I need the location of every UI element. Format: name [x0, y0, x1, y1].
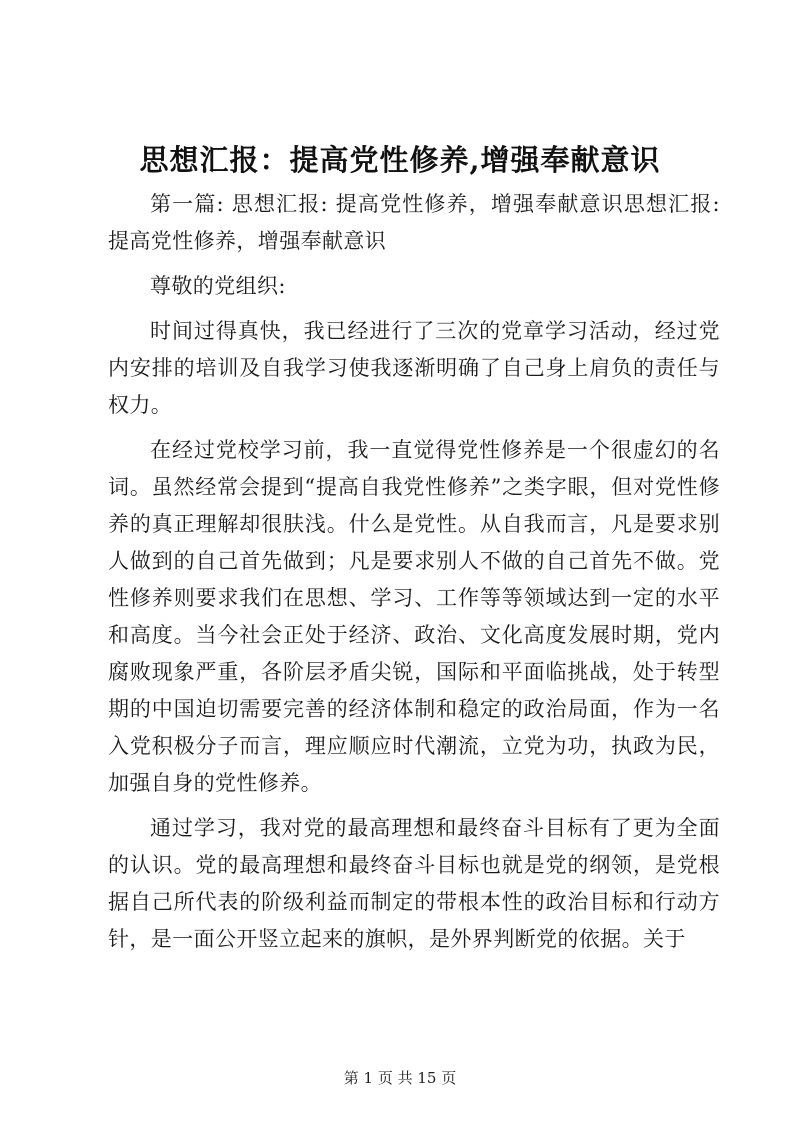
paragraph-subtitle: 第一篇: 思想汇报: 提高党性修养，增强奉献意识思想汇报: 提高党性修养，增强奉献意识 — [108, 192, 720, 253]
paragraph-salutation: 尊敬的党组织: — [150, 274, 286, 298]
paragraph-3: 通过学习，我对党的最高理想和最终奋斗目标有了更为全面的认识。党的最高理想和最终奋斗目标也就是党的纲领，是党根据自己所代表的阶级利益而制定的带根本性的政治目标和行动方针，是一面公开竖立起来的旗帜，是外界判断党的依据。关于 — [108, 816, 720, 951]
document-body — [108, 186, 720, 966]
page-footer: 第 1 页 共 15 页 — [343, 1069, 457, 1087]
paragraph-2: 在经过党校学习前，我一直觉得党性修养是一个很虚幻的名词。虽然经常会提到“提高自我党性修养”之类字眼，但对党性修养的真正理解却很肤浅。什么是党性。从自我而言，凡是要求别人做到的自己首先做到；凡是要求别人不做的自己首先不做。党性修养则要求我们在思想、学习、工作等等领域达到一定的水平和高度。当今社会正处于经济、政治、文化高度发展时期，党内腐败现象严重，各阶层矛盾尖锐，国际和平面临挑战，处于转型期的中国迫切需要完善的经济体制和稳定的政治局面，作为一名入党积极分子而言，理应顺应时代潮流，立党为功，执政为民，加强自身的党性修养。 — [108, 438, 720, 795]
document-title: 思想汇报：提高党性修养,增强奉献意识 — [139, 143, 661, 177]
paragraph-1: 时间过得真快，我已经进行了三次的党章学习活动，经过党内安排的培训及自我学习使我逐渐明确了自己身上肩负的责任与权力。 — [108, 319, 720, 417]
